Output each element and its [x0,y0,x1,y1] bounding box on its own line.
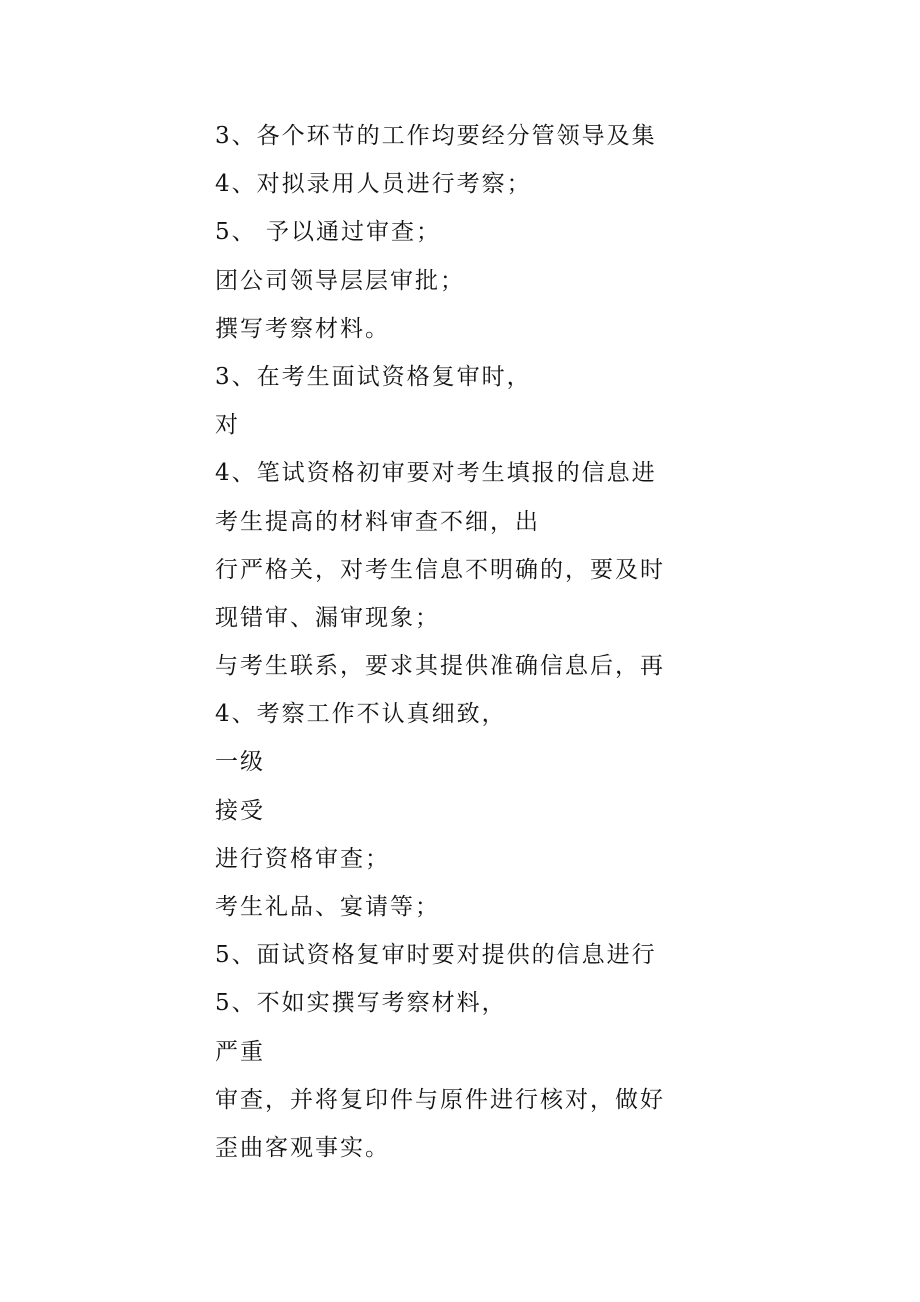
text-line: 考生礼品、宴请等； [215,894,440,920]
text-line: 行严格关，对考生信息不明确的，要及时 [215,556,665,583]
text-line: 歪曲客观事实。 [215,1134,390,1161]
text-line: 与考生联系，要求其提供准确信息后，再 [215,653,665,680]
text-line: 4、对拟录用人员进行考察； [215,171,532,198]
text-line: 5、面试资格复审时要对提供的信息进行 [215,942,657,969]
text-line: 5、 予以通过审查； [215,219,441,246]
text-line: 审查，并将复印件与原件进行核对，做好 [215,1086,665,1113]
text-line: 对 [215,412,240,439]
text-line: 严重 [215,1038,265,1065]
text-line: 团公司领导层层审批； [215,267,465,294]
text-line: 现错审、漏审现象； [215,604,440,631]
document-body [215,112,875,1172]
text-line: 进行资格审查； [215,845,390,872]
text-line: 5、不如实撰写考察材料， [215,990,507,1017]
text-line: 3、各个环节的工作均要经分管领导及集 [215,123,657,149]
text-line: 4、笔试资格初审要对考生填报的信息进 [215,460,657,487]
text-line: 撰写考察材料。 [215,315,390,342]
text-line: 接受 [215,797,265,824]
text-line: 3、在考生面试资格复审时， [215,363,532,390]
text-line: 4、考察工作不认真细致， [215,701,507,728]
text-line: 一级 [215,749,265,776]
text-line: 考生提高的材料审查不细，出 [215,508,540,535]
